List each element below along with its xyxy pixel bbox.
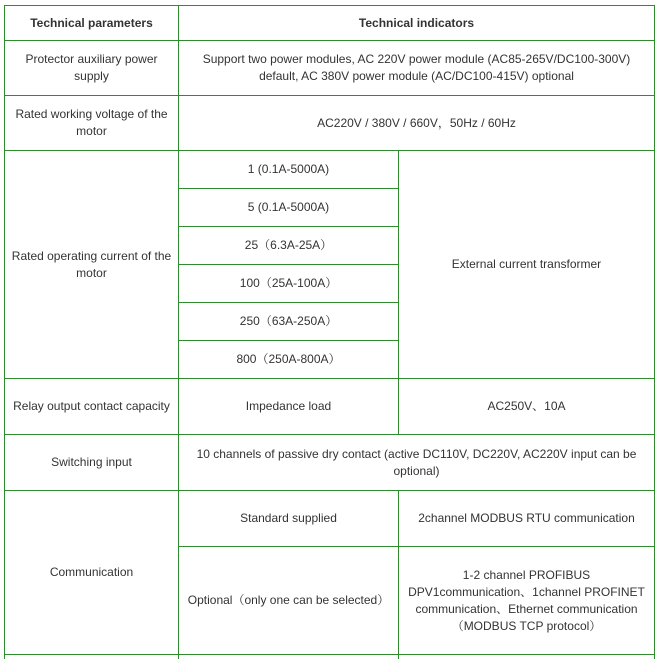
table-row: [5, 41, 655, 96]
communication-optional-label: Optional（only one can be selected）: [179, 547, 399, 655]
value-rated-voltage: AC220V / 380V / 660V，50Hz / 60Hz: [179, 96, 655, 151]
param-switching-input: Switching input: [5, 435, 179, 491]
current-transformer-note: External current transformer: [399, 151, 655, 379]
current-range-800: 800（250A-800A）: [179, 341, 399, 379]
current-range-5: 5 (0.1A-5000A): [179, 189, 399, 227]
relay-capacity-value: AC250V、10A: [399, 379, 655, 435]
table-header-row: [5, 6, 655, 41]
partial-cell: [179, 655, 399, 659]
relay-load-type: Impedance load: [179, 379, 399, 435]
communication-optional-value: 1-2 channel PROFIBUS DPV1communication、1channel PROFINET communication、Ethernet communication（MODBUS TCP protocol）: [399, 547, 655, 655]
table-row: [5, 151, 655, 189]
table-row: [5, 491, 655, 547]
current-range-100: 100（25A-100A）: [179, 265, 399, 303]
communication-standard-label: Standard supplied: [179, 491, 399, 547]
partial-cell: [5, 655, 179, 659]
table-row-partial: [5, 655, 655, 659]
param-rated-current: Rated operating current of the motor: [5, 151, 179, 379]
value-aux-power: Support two power modules, AC 220V power module (AC85-265V/DC100-300V) default, AC 380V power module (AC/DC100-415V) optional: [179, 41, 655, 96]
param-aux-power: Protector auxiliary power supply: [5, 41, 179, 96]
header-technical-indicators: Technical indicators: [179, 6, 655, 41]
value-switching-input: 10 channels of passive dry contact (active DC110V, DC220V, AC220V input can be optional): [179, 435, 655, 491]
param-relay-output: Relay output contact capacity: [5, 379, 179, 435]
communication-standard-value: 2channel MODBUS RTU communication: [399, 491, 655, 547]
current-range-1: 1 (0.1A-5000A): [179, 151, 399, 189]
current-range-250: 250（63A-250A）: [179, 303, 399, 341]
param-rated-voltage: Rated working voltage of the motor: [5, 96, 179, 151]
partial-cell: [399, 655, 655, 659]
table-row: [5, 435, 655, 491]
header-technical-parameters: Technical parameters: [5, 6, 179, 41]
param-communication: Communication: [5, 491, 179, 655]
current-range-25: 25（6.3A-25A）: [179, 227, 399, 265]
table-row: [5, 96, 655, 151]
table-row: [5, 379, 655, 435]
technical-spec-table: [4, 5, 655, 659]
